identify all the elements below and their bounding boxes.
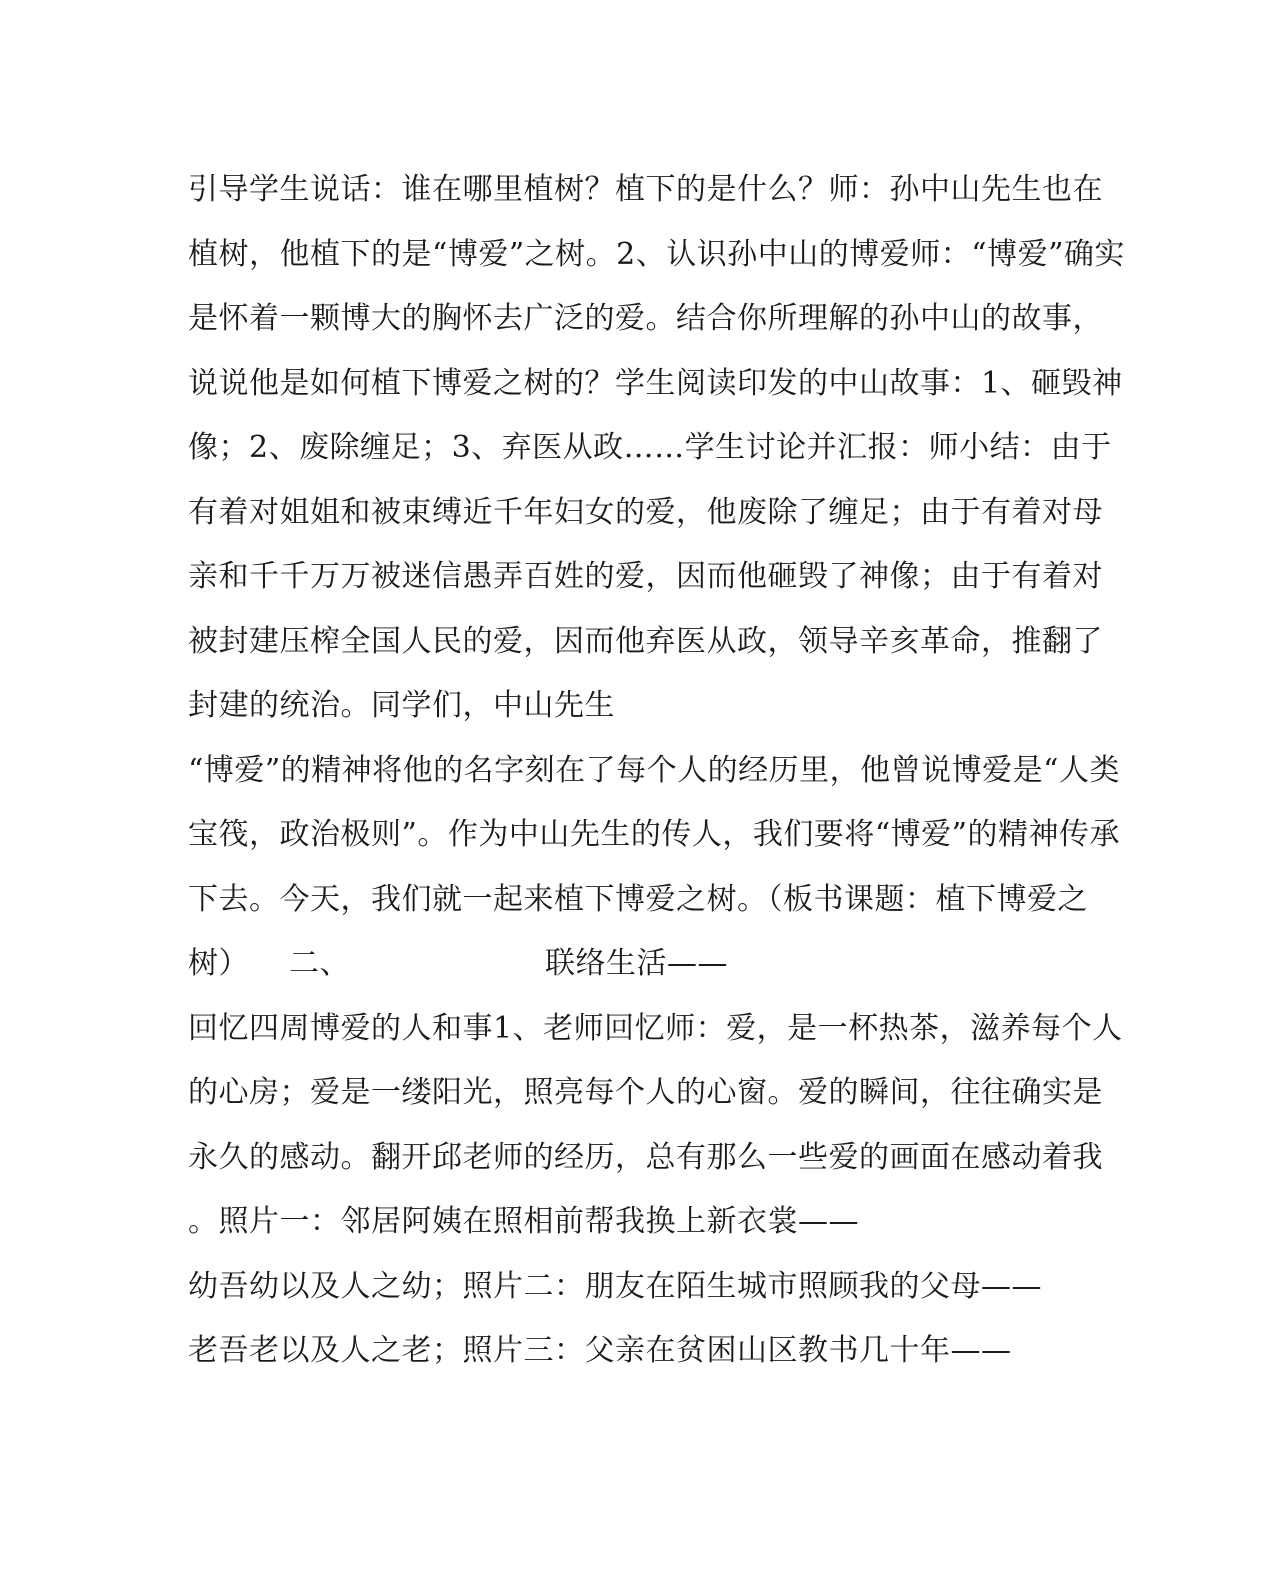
text-line: 像；2、废除缠足；3、弃医从政……学生讨论并汇报：师小结：由于 bbox=[188, 430, 1112, 465]
text-line: 回忆四周博爱的人和事1、老师回忆师：爱，是一杯热茶，滋养每个人 bbox=[188, 1010, 1123, 1046]
text-line: 被封建压榨全国人民的爱，因而他弃医从政，领导辛亥革命，推翻了 bbox=[188, 623, 1103, 659]
text-line: 老吾老以及人之老；照片三：父亲在贫困山区教书几十年—— bbox=[188, 1333, 1012, 1368]
text-line: “博爱”的精神将他的名字刻在了每个人的经历里，他曾说博爱是“人类 bbox=[188, 752, 1121, 788]
body-text bbox=[188, 158, 1125, 1384]
text-line: 幼吾幼以及人之幼；照片二：朋友在陌生城市照顾我的父母—— bbox=[188, 1268, 1042, 1304]
text-line: 下去。今天，我们就一起来植下博爱之树。（板书课题：植下博爱之 bbox=[188, 881, 1088, 917]
text-line: 引导学生说话：谁在哪里植树？植下的是什么？师：孙中山先生也在 bbox=[188, 172, 1103, 207]
text-line-section-heading bbox=[188, 932, 1088, 997]
text-line: 的心房；爱是一缕阳光，照亮每个人的心窗。爱的瞬间，往往确实是 bbox=[188, 1075, 1103, 1110]
text-line: 是怀着一颗博大的胸怀去广泛的爱。结合你所理解的孙中山的故事， bbox=[188, 301, 1103, 336]
text-line: 。照片一：邻居阿姨在照相前帮我换上新衣裳—— bbox=[188, 1204, 859, 1239]
text-line: 植树，他植下的是“博爱”之树。2、认识孙中山的博爱师：“博爱”确实 bbox=[188, 236, 1125, 272]
text-line: 说说他是如何植下博爱之树的？学生阅读印发的中山故事：1、砸毁神 bbox=[188, 365, 1123, 401]
section-title: 联络生活—— bbox=[545, 946, 728, 981]
text-line: 封建的统治。同学们，中山先生 bbox=[188, 688, 615, 723]
text-fragment: 树） bbox=[188, 946, 249, 981]
text-line: 亲和千千万万被迷信愚弄百姓的爱，因而他砸毁了神像；由于有着对 bbox=[188, 559, 1103, 594]
text-line: 宝筏，政治极则”。作为中山先生的传人，我们要将“博爱”的精神传承 bbox=[188, 817, 1121, 852]
section-number: 二、 bbox=[289, 946, 350, 981]
text-line: 有着对姐姐和被束缚近千年妇女的爱，他废除了缠足；由于有着对母 bbox=[188, 494, 1103, 530]
text-line: 永久的感动。翻开邱老师的经历，总有那么一些爱的画面在感动着我 bbox=[188, 1139, 1103, 1175]
